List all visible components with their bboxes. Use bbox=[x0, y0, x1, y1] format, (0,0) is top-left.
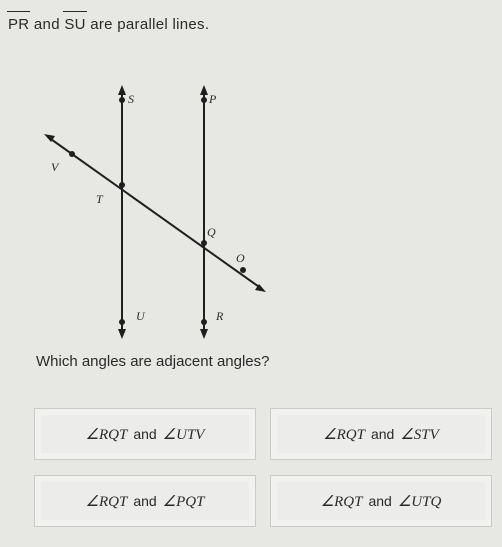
conjunction: and bbox=[33, 16, 60, 33]
choice-4-angle-b: ∠UTQ bbox=[397, 493, 442, 510]
choice-1-angle-a: ∠RQT bbox=[85, 426, 128, 443]
choice-2-and: and bbox=[370, 426, 395, 442]
answer-choice-3[interactable] bbox=[34, 475, 256, 527]
label-p: P bbox=[209, 92, 217, 106]
point-t bbox=[119, 182, 125, 188]
arrow-s bbox=[118, 85, 126, 95]
choice-2-angle-b: ∠STV bbox=[400, 426, 439, 443]
label-o: O bbox=[236, 251, 245, 265]
answer-choice-1[interactable] bbox=[34, 408, 256, 460]
choice-3-angle-a: ∠RQT bbox=[85, 493, 128, 510]
answer-choice-2[interactable] bbox=[270, 408, 492, 460]
label-s: S bbox=[128, 92, 134, 106]
label-q: Q bbox=[207, 225, 216, 239]
transversal-line bbox=[48, 137, 262, 289]
point-o bbox=[240, 267, 246, 273]
choice-1-angle-b: ∠UTV bbox=[162, 426, 205, 443]
label-r: R bbox=[216, 309, 224, 323]
arrow-r bbox=[200, 329, 208, 339]
statement-rest: are parallel lines. bbox=[90, 16, 210, 33]
arrow-u bbox=[118, 329, 126, 339]
choice-2-angle-a: ∠RQT bbox=[323, 426, 365, 443]
point-p bbox=[201, 97, 207, 103]
answer-choice-4[interactable] bbox=[270, 475, 492, 527]
choice-4-angle-a: ∠RQT bbox=[320, 493, 363, 510]
point-u bbox=[119, 319, 125, 325]
choice-4-and: and bbox=[368, 493, 392, 509]
line-su-label: SU bbox=[64, 16, 86, 33]
label-t: T bbox=[96, 192, 103, 206]
line-pr-label: PR bbox=[8, 16, 30, 33]
point-v bbox=[69, 151, 75, 157]
point-s bbox=[119, 97, 125, 103]
point-r bbox=[201, 319, 207, 325]
arrow-p bbox=[200, 85, 208, 95]
choice-1-and: and bbox=[133, 426, 157, 442]
label-v: V bbox=[51, 160, 59, 174]
label-u: U bbox=[136, 309, 145, 323]
question-text: Which angles are adjacent angles? bbox=[36, 353, 270, 370]
point-q bbox=[201, 240, 207, 246]
choice-3-angle-b: ∠PQT bbox=[162, 493, 205, 510]
choice-3-and: and bbox=[133, 493, 157, 509]
